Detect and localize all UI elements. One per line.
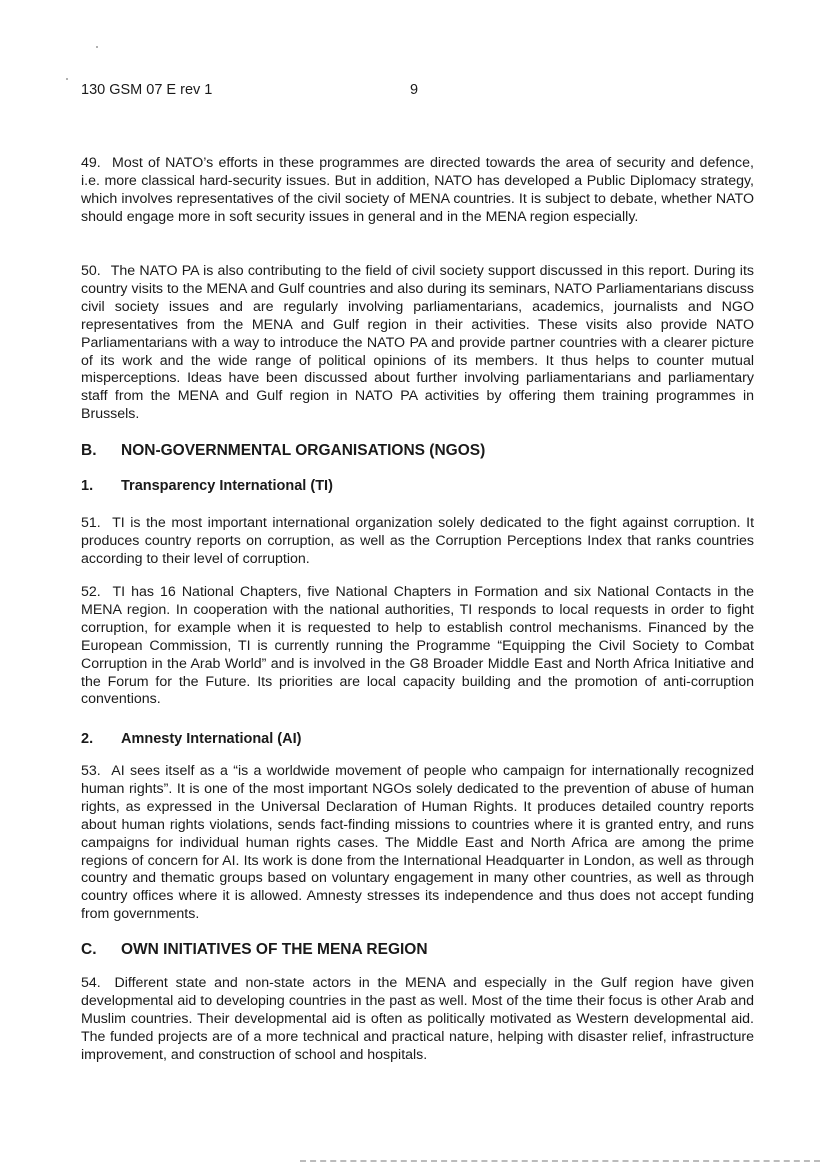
scan-edge-artifact (300, 1160, 820, 1164)
paragraph-number: 54. (81, 975, 101, 991)
subheading-number: 2. (81, 731, 94, 747)
paragraph-50 (81, 263, 754, 424)
section-letter: C. (81, 941, 97, 958)
paragraph-number: 53. (81, 763, 101, 779)
page-number: 9 (410, 82, 419, 98)
paragraph-53 (81, 763, 754, 924)
paragraph-number: 51. (81, 515, 101, 531)
section-title: NON-GOVERNMENTAL ORGANISATIONS (NGOS) (121, 442, 486, 459)
paragraph-text: AI sees itself as a “is a worldwide movement of people who campaign for internationally recognized human rights”. It is one of the most important NGOs solely dedicated to the prevention of abuse of human rights, as expressed in the Universal Declaration of Human Rights. It produces detailed country reports about human rights violations, sends fact-finding missions to countries where it is granted entry, and runs campaigns for individual human rights cases. The Middle East and North Africa are among the prime regions of concern for AI. Its work is done from the International Headquarter in London, as well as through country and thematic groups based on voluntary engagement in many other countries, as well as through country offices where it is allowed. Amnesty stresses its independence and thus does not accept funding from governments. (81, 763, 754, 923)
paragraph-text: TI has 16 National Chapters, five National Chapters in Formation and six National Contacts in the MENA region. In cooperation with the national authorities, TI responds to local requests in order to fight corruption, for example when it is requested to help to establish control mechanisms. Financed by the European Commission, TI is currently running the Programme “Equipping the Civil Society to Combat Corruption in the Arab World” and is involved in the G8 Broader Middle East and North Africa Initiative and the Forum for the Future. Its priorities are local capacity building and the promotion of anti-corruption conventions. (81, 584, 755, 708)
subheading-title: Amnesty International (AI) (121, 731, 302, 747)
paragraph-49 (81, 155, 754, 227)
document-reference: 130 GSM 07 E rev 1 (81, 82, 213, 98)
section-heading-b (81, 442, 485, 460)
scan-speck (96, 46, 98, 48)
paragraph-number: 50. (81, 263, 101, 279)
paragraph-54 (81, 975, 754, 1065)
paragraph-number: 49. (81, 155, 101, 171)
section-letter: B. (81, 442, 97, 459)
scan-speck (66, 78, 68, 80)
section-heading-c (81, 941, 428, 959)
section-title: OWN INITIATIVES OF THE MENA REGION (121, 941, 428, 958)
paragraph-text: TI is the most important international organization solely dedicated to the fight against corruption. It produces country reports on corruption, as well as the Corruption Perceptions Index that ranks countries according to their level of corruption. (81, 515, 755, 567)
paragraph-text: Most of NATO’s efforts in these programmes are directed towards the area of security and defence, i.e. more classical hard-security issues. But in addition, NATO has developed a Public Diplomacy strategy, which involves representatives of the civil society of MENA countries. It is subject to debate, whether NATO should engage more in soft security issues in general and in the MENA region especially. (81, 155, 754, 225)
subheading-1 (81, 478, 333, 494)
subheading-2 (81, 731, 301, 747)
subheading-number: 1. (81, 478, 94, 494)
paragraph-text: Different state and non-state actors in the MENA and especially in the Gulf region have given developmental aid to developing countries in the past as well. Most of the time their focus is other Arab and Muslim countries. Their developmental aid is often as politically motivated as Western developmental aid. The funded projects are of a more technical and practical nature, helping with disaster relief, infrastructure improvement, and construction of school and hospitals. (81, 975, 754, 1063)
paragraph-52 (81, 584, 754, 709)
paragraph-text: The NATO PA is also contributing to the field of civil society support discussed in this report. During its country visits to the MENA and Gulf countries and also during its seminars, NATO Parliamentarians discuss civil society issues and are regularly involving parliamentarians, academics, journalists and NGO representatives from the MENA and Gulf region in their activities. These visits also provide NATO Parliamentarians with a way to introduce the NATO PA and provide partner countries with a clearer picture of its work and the wide range of political opinions of its members. It thus helps to counter mutual misperceptions. Ideas have been discussed about further involving parliamentarians and parliamentary staff from the MENA and Gulf region in NATO PA activities by offering them training programmes in Brussels. (81, 263, 754, 423)
paragraph-number: 52. (81, 584, 101, 600)
subheading-title: Transparency International (TI) (121, 478, 333, 494)
paragraph-51 (81, 515, 754, 569)
